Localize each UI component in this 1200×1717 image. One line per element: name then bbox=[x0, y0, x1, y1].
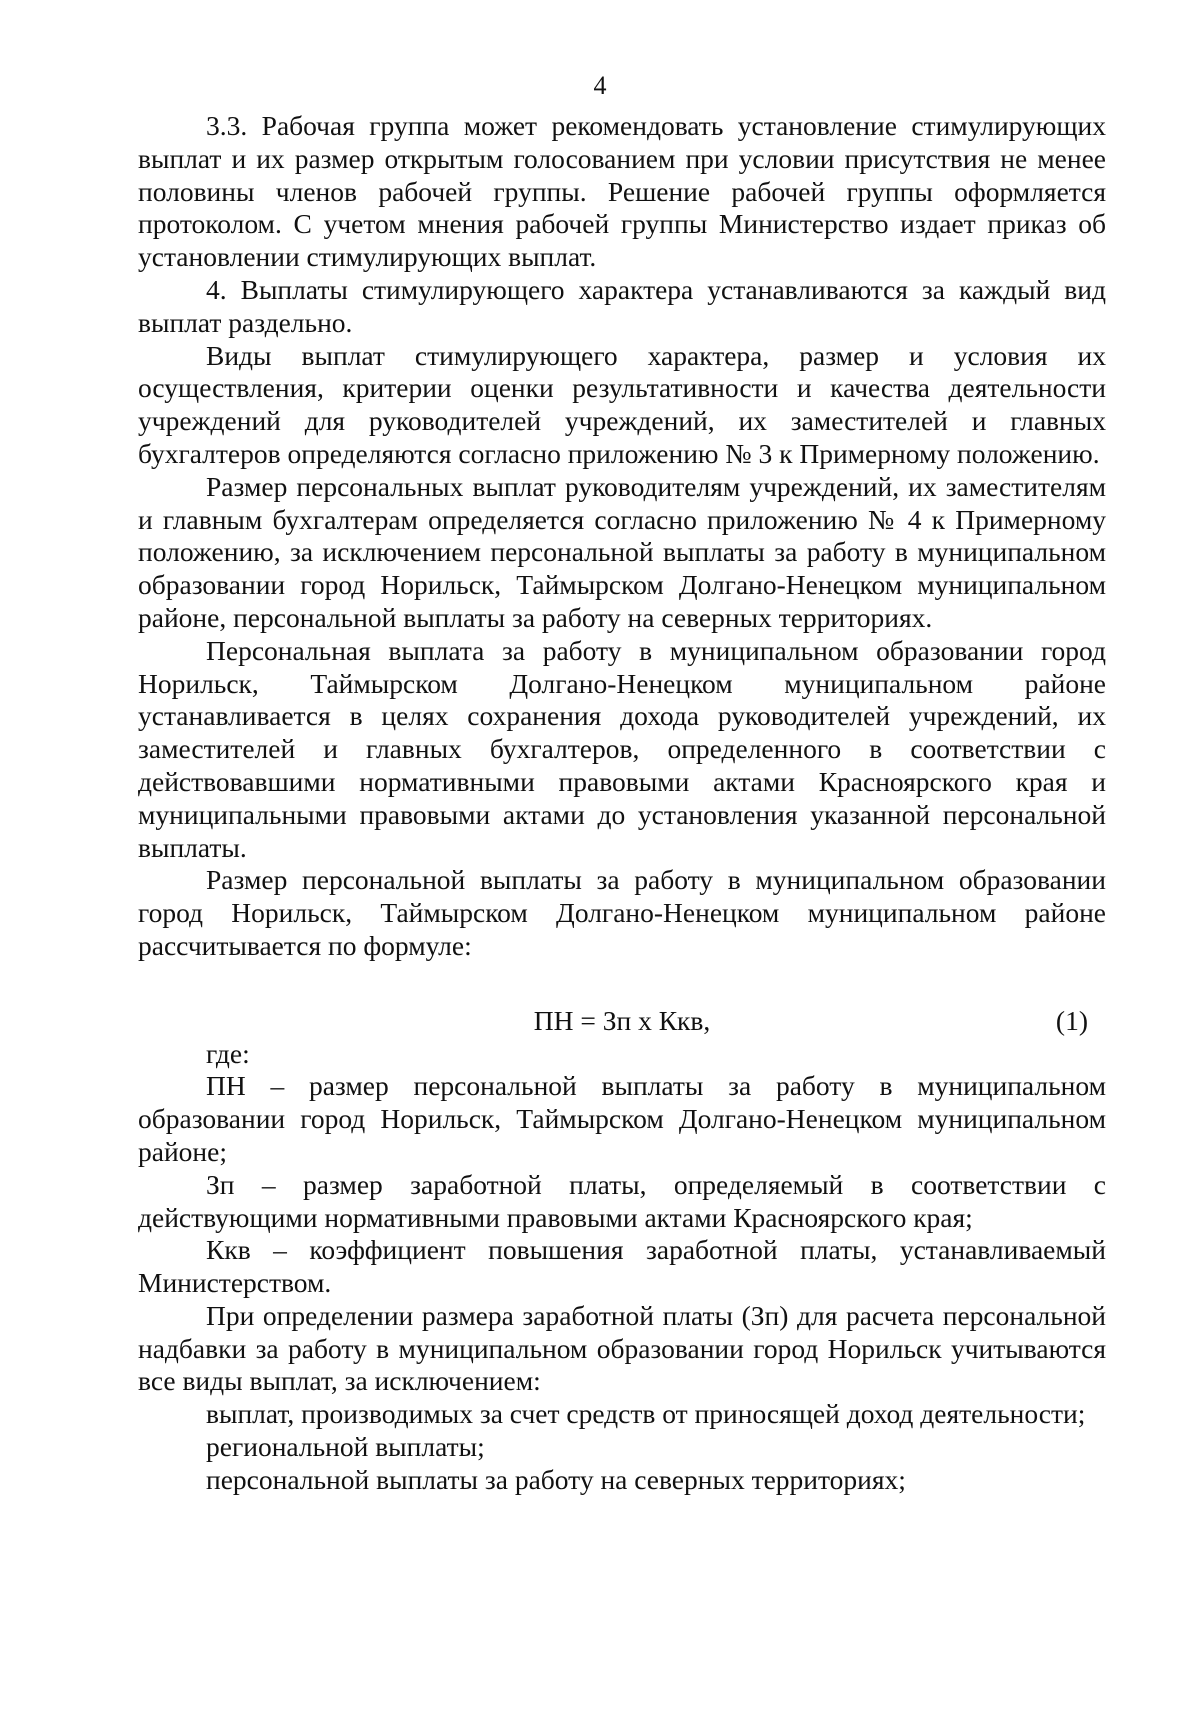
exclusion-item: выплат, производимых за счет средств от приносящей доход деятельности; bbox=[206, 1398, 1086, 1430]
paragraph-exclusions-intro: При определении размера заработной платы (Зп) для расчета персональной надбавки за работу в муниципальном образовании город Норильск учитываются все виды выплат, за исключением: bbox=[138, 1299, 1106, 1397]
paragraph-personal-payments: Размер персональных выплат руководителям учреждений, их заместителям и главным бухгалтерам определяется согласно приложению № 4 к Примерному положению, за исключением персональной выплаты за работу в муниципальном образовании город Норильск, Таймырском Долгано-Ненецком муниципальном районе, персональной выплаты за работу на северных территориях. bbox=[138, 470, 1106, 633]
exclusion-item: региональной выплаты; bbox=[206, 1431, 485, 1463]
exclusion-item: персональной выплаты за работу на северных территориях; bbox=[206, 1463, 906, 1495]
definition-pn: ПН – размер персональной выплаты за работу в муниципальном образовании город Норильск, Таймырском Долгано-Ненецком муниципальном районе; bbox=[138, 1070, 1106, 1167]
paragraph-norilsk-payment: Персональная выплата за работу в муниципальном образовании город Норильск, Таймырском Долгано-Ненецком муниципальном районе устанавливается в целях сохранения дохода руководителей учреждений, их заместителей и главных бухгалтеров, определенного в соответствии с действовавшими нормативными правовыми актами Красноярского края и муниципальными правовыми актами до установления указанной персональной выплаты. bbox=[138, 634, 1106, 863]
document-body bbox=[138, 110, 1106, 1497]
paragraph-3-3: 3.3. Рабочая группа может рекомендовать установление стимулирующих выплат и их размер открытым голосованием при условии присутствия не менее половины членов рабочей группы. Решение рабочей группы оформляется протоколом. С учетом мнения рабочей группы Министерство издает приказ об установлении стимулирующих выплат. bbox=[138, 110, 1106, 273]
definition-kkv: Ккв – коэффициент повышения заработной платы, устанавливаемый Министерством. bbox=[138, 1234, 1106, 1299]
paragraph-formula-intro: Размер персональной выплаты за работу в муниципальном образовании город Норильск, Таймырском Долгано-Ненецком муниципальном районе рассчитывается по формуле: bbox=[138, 864, 1106, 961]
where-label: где: bbox=[206, 1037, 250, 1069]
page-number: 4 bbox=[593, 71, 607, 100]
formula: ПН = Зп х Ккв, bbox=[533, 1004, 711, 1036]
paragraph-4: 4. Выплаты стимулирующего характера устанавливаются за каждый вид выплат раздельно. bbox=[138, 273, 1106, 338]
paragraph-payment-types: Виды выплат стимулирующего характера, размер и условия их осуществления, критерии оценки результативности и качества деятельности учреждений для руководителей учреждений, их заместителей и главных бухгалтеров определяются согласно приложению № 3 к Примерному положению. bbox=[138, 339, 1106, 469]
formula-row bbox=[138, 1005, 1106, 1038]
formula-number: (1) bbox=[1055, 1004, 1088, 1036]
definition-zp: Зп – размер заработной платы, определяемый в соответствии с действующими нормативными правовыми актами Красноярского края; bbox=[138, 1168, 1106, 1233]
